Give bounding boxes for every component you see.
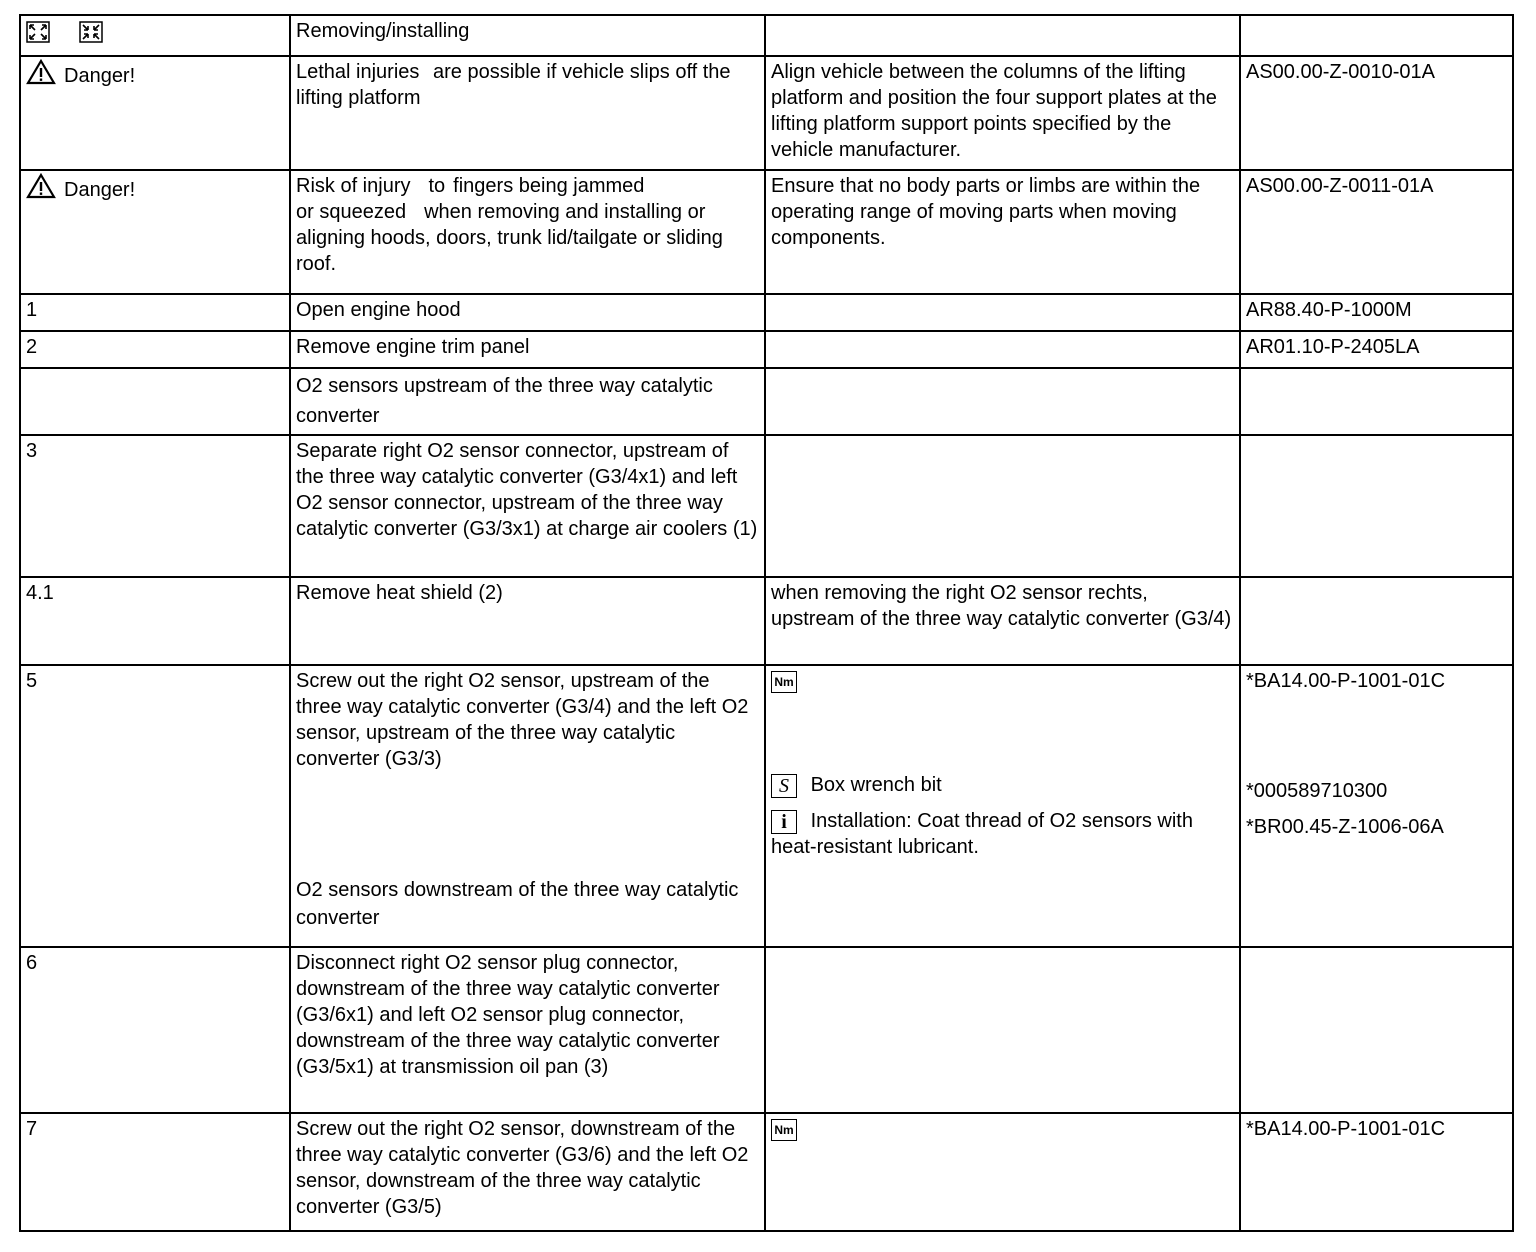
step-ref-cell bbox=[1240, 331, 1513, 368]
danger-label-cell bbox=[20, 170, 290, 294]
step-row bbox=[20, 294, 1513, 331]
step-row bbox=[20, 947, 1513, 1113]
step-text: Remove heat shield (2) bbox=[296, 582, 503, 604]
warning-triangle-icon bbox=[26, 173, 56, 199]
torque-ref-link[interactable]: *BA14.00-P-1001-01C bbox=[1246, 1118, 1446, 1140]
danger-label-cell bbox=[20, 56, 290, 170]
danger-text-cell bbox=[290, 56, 765, 170]
step-row bbox=[20, 1113, 1513, 1231]
collapse-icon[interactable] bbox=[79, 21, 103, 43]
step-note-cell bbox=[765, 1113, 1240, 1231]
danger-row bbox=[20, 170, 1513, 294]
danger-label: Danger! bbox=[64, 65, 136, 87]
header-title-text: Removing/installing bbox=[296, 20, 470, 42]
step-ref-cell bbox=[1240, 435, 1513, 577]
danger-note: Ensure that no body parts or limbs are within the operating range of moving parts when moving components. bbox=[771, 175, 1201, 249]
info-ref-link[interactable]: *BR00.45-Z-1006-06A bbox=[1246, 816, 1444, 838]
step-ref-cell bbox=[1240, 665, 1513, 947]
repair-document bbox=[19, 14, 1512, 1232]
tool-text: Box wrench bit bbox=[810, 774, 942, 796]
danger-ref-cell bbox=[1240, 170, 1513, 294]
subheading-text: O2 sensors upstream of the three way catalytic converter bbox=[296, 375, 713, 427]
step-number bbox=[20, 577, 290, 665]
danger-text-cell bbox=[290, 170, 765, 294]
step-note-cell bbox=[765, 435, 1240, 577]
step-text-cell bbox=[290, 577, 765, 665]
info-line bbox=[771, 808, 1235, 860]
danger-lead: Risk of injury bbox=[296, 175, 411, 197]
step-row bbox=[20, 435, 1513, 577]
step-number-text: 5 bbox=[26, 670, 38, 692]
step-number bbox=[20, 1113, 290, 1231]
danger-label: Danger! bbox=[64, 179, 136, 201]
step-number bbox=[20, 368, 290, 435]
step-ref-cell bbox=[1240, 368, 1513, 435]
danger-ref-link[interactable]: AS00.00-Z-0011-01A bbox=[1246, 175, 1434, 197]
step-text-cell bbox=[290, 947, 765, 1113]
step-number-text: 3 bbox=[26, 440, 38, 462]
step-ref-link[interactable]: AR88.40-P-1000M bbox=[1246, 299, 1412, 321]
danger-text: when removing and installing or aligning hoods, doors, trunk lid/tailgate or sliding roof. bbox=[296, 201, 723, 275]
warning-triangle-icon bbox=[26, 59, 56, 85]
danger-text-line bbox=[296, 173, 760, 199]
header-icons-cell bbox=[20, 15, 290, 56]
step-note-cell bbox=[765, 331, 1240, 368]
step-text-cell bbox=[290, 331, 765, 368]
danger-note-cell bbox=[765, 170, 1240, 294]
step-note-cell bbox=[765, 294, 1240, 331]
danger-lead-to: to bbox=[428, 175, 446, 197]
info-text: Coat thread of O2 sensors with heat-resistant lubricant. bbox=[771, 810, 1193, 858]
danger-note: Align vehicle between the columns of the lifting platform and position the four support plates at the lifting platform support points specified by the vehicle manufacturer. bbox=[771, 61, 1217, 161]
step-number-text: 6 bbox=[26, 952, 38, 974]
subheading-text: O2 sensors downstream of the three way catalytic converter bbox=[296, 879, 739, 929]
step-row bbox=[20, 577, 1513, 665]
danger-lead-squeezed: or squeezed bbox=[296, 201, 407, 223]
tool-ref-line bbox=[1246, 778, 1508, 814]
step-text: Screw out the right O2 sensor, upstream of the three way catalytic converter (G3/4) and the left O2 sensor, upstream of the three way catalytic converter (G3/3) bbox=[296, 670, 749, 770]
torque-ref-link[interactable]: *BA14.00-P-1001-01C bbox=[1246, 670, 1446, 692]
torque-nm-icon[interactable]: Nm bbox=[771, 1119, 797, 1141]
step-text: Open engine hood bbox=[296, 299, 461, 321]
header-row bbox=[20, 15, 1513, 56]
step-text: Remove engine trim panel bbox=[296, 336, 530, 358]
info-label: Installation: bbox=[810, 810, 912, 832]
step-note-cell bbox=[765, 368, 1240, 435]
header-empty-cell bbox=[1240, 15, 1513, 56]
step-number-text: 4.1 bbox=[26, 582, 54, 604]
tool-line bbox=[771, 772, 1235, 808]
danger-ref-cell bbox=[1240, 56, 1513, 170]
step-text: Screw out the right O2 sensor, downstream of the three way catalytic converter (G3/6) and the left O2 sensor, downstream of the three way catalytic converter (G3/5) bbox=[296, 1118, 749, 1218]
header-title bbox=[290, 15, 765, 56]
step-note-cell bbox=[765, 947, 1240, 1113]
danger-text: are possible if vehicle slips off the lifting platform bbox=[296, 61, 731, 109]
step-note-cell bbox=[765, 577, 1240, 665]
step-ref-cell bbox=[1240, 947, 1513, 1113]
step-number-text: 1 bbox=[26, 299, 38, 321]
step-text-cell bbox=[290, 665, 765, 947]
danger-lead-fingers: fingers being jammed bbox=[453, 175, 645, 197]
step-text-cell bbox=[290, 435, 765, 577]
step-number bbox=[20, 331, 290, 368]
step-ref-cell bbox=[1240, 294, 1513, 331]
info-icon[interactable]: i bbox=[771, 810, 797, 834]
step-number bbox=[20, 665, 290, 947]
step-number-text: 7 bbox=[26, 1118, 38, 1140]
step-row bbox=[20, 331, 1513, 368]
step-number bbox=[20, 947, 290, 1113]
procedure-table bbox=[19, 14, 1514, 1232]
step-number bbox=[20, 435, 290, 577]
danger-row bbox=[20, 56, 1513, 170]
expand-icon[interactable] bbox=[26, 21, 50, 43]
step-text-cell bbox=[290, 1113, 765, 1231]
torque-nm-icon[interactable]: Nm bbox=[771, 671, 797, 693]
step-number bbox=[20, 294, 290, 331]
special-tool-icon[interactable]: S bbox=[771, 774, 797, 798]
header-empty-cell bbox=[765, 15, 1240, 56]
step-text: Disconnect right O2 sensor plug connector, downstream of the three way catalytic converter (G3/6x1) and left O2 sensor plug connector, downstream of the three way catalytic converter (G3/5x1) at transmission oil pan (3) bbox=[296, 952, 720, 1078]
step-note: when removing the right O2 sensor rechts, upstream of the three way catalytic converter (G3/4) bbox=[771, 582, 1232, 630]
info-ref-line bbox=[1246, 814, 1508, 840]
subheading-row bbox=[20, 368, 1513, 435]
torque-line bbox=[771, 668, 1235, 772]
step-text: Separate right O2 sensor connector, upstream of the three way catalytic converter (G3/4x1) and left O2 sensor connector, upstream of the three way catalytic converter (G3/3x1) at charge air coolers (1) bbox=[296, 440, 758, 540]
step-ref-link[interactable]: AR01.10-P-2405LA bbox=[1246, 336, 1420, 358]
step-number-text: 2 bbox=[26, 336, 38, 358]
torque-ref-line bbox=[1246, 668, 1508, 778]
danger-lead: Lethal injuries bbox=[296, 61, 420, 83]
danger-note-cell bbox=[765, 56, 1240, 170]
step-ref-cell bbox=[1240, 577, 1513, 665]
step-note-cell bbox=[765, 665, 1240, 947]
subheading-cell bbox=[290, 368, 765, 435]
step-row bbox=[20, 665, 1513, 947]
tool-ref-link[interactable]: *000589710300 bbox=[1246, 780, 1388, 802]
danger-ref-link[interactable]: AS00.00-Z-0010-01A bbox=[1246, 61, 1436, 83]
step-ref-cell bbox=[1240, 1113, 1513, 1231]
step-text-cell bbox=[290, 294, 765, 331]
